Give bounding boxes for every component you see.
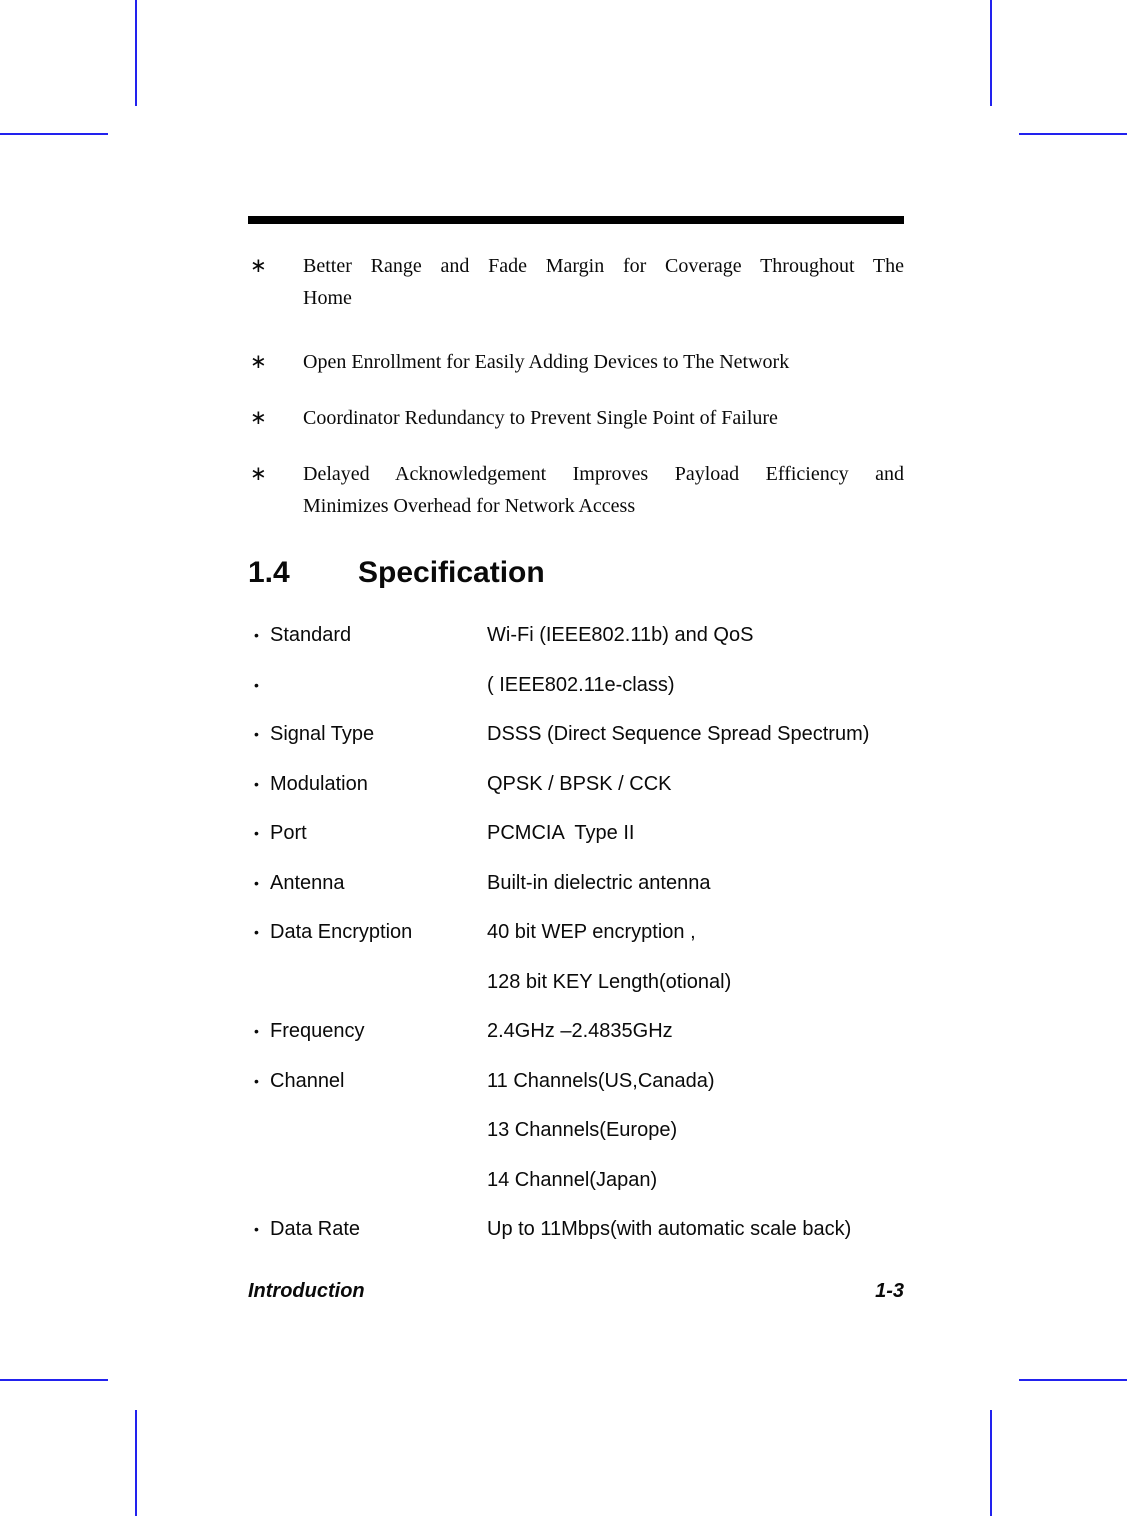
dot-bullet-icon: • xyxy=(254,676,259,693)
feature-text xyxy=(303,402,904,434)
spec-row xyxy=(248,820,908,870)
dot-bullet-icon: • xyxy=(254,1072,259,1089)
spec-row xyxy=(248,721,908,771)
feature-text xyxy=(303,346,904,378)
page-footer xyxy=(248,1278,904,1304)
asterisk-bullet-icon: ∗ xyxy=(250,407,267,429)
spec-row xyxy=(248,672,908,722)
feature-line: Open Enrollment for Easily Adding Devices to The Network xyxy=(303,351,790,373)
asterisk-bullet-icon: ∗ xyxy=(250,255,267,277)
section-divider-rule xyxy=(248,216,904,224)
spec-label: Modulation xyxy=(270,772,368,795)
section-title: Specification xyxy=(358,556,545,589)
spec-label: Signal Type xyxy=(270,723,375,745)
feature-line: Coordinator Redundancy to Prevent Single Point of Failure xyxy=(303,407,778,429)
spec-label: Antenna xyxy=(270,871,345,894)
dot-bullet-icon: • xyxy=(254,1221,259,1237)
spec-label: Data Encryption xyxy=(270,921,413,943)
spec-row xyxy=(248,622,908,672)
feature-text xyxy=(303,458,904,522)
spec-label: Channel xyxy=(270,1069,345,1092)
footer-chapter-label: Introduction xyxy=(248,1280,365,1302)
dot-bullet-icon: • xyxy=(254,726,259,742)
spec-label: Port xyxy=(270,822,307,844)
dot-bullet-icon: • xyxy=(254,874,259,891)
dot-bullet-icon: • xyxy=(254,1023,259,1039)
spec-row xyxy=(248,1216,908,1266)
feature-item xyxy=(248,346,904,378)
spec-value: DSSS (Direct Sequence Spread Spectrum) xyxy=(487,723,870,745)
spec-value: Wi-Fi (IEEE802.11b) and QoS xyxy=(487,624,754,646)
crop-mark-bottom-left-vertical-icon xyxy=(135,1410,137,1516)
asterisk-bullet-icon: ∗ xyxy=(250,351,267,373)
dot-bullet-icon: • xyxy=(254,924,259,940)
spec-row xyxy=(248,1117,908,1167)
crop-mark-top-right-horizontal-icon xyxy=(1019,133,1127,135)
spec-row xyxy=(248,919,908,969)
dot-bullet-icon: • xyxy=(254,627,259,643)
feature-item xyxy=(248,458,904,522)
dot-bullet-icon: • xyxy=(254,825,259,841)
spec-label: Data Rate xyxy=(270,1218,361,1240)
section-heading xyxy=(248,556,904,592)
spec-label: Standard xyxy=(270,624,352,646)
spec-value: 14 Channel(Japan) xyxy=(487,1168,658,1191)
crop-mark-top-left-vertical-icon xyxy=(135,0,137,106)
spec-row xyxy=(248,1018,908,1068)
footer-page-number: 1-3 xyxy=(875,1280,904,1302)
spec-row xyxy=(248,1167,908,1217)
spec-label: Frequency xyxy=(270,1020,365,1042)
spec-value: Built-in dielectric antenna xyxy=(487,871,711,894)
feature-item xyxy=(248,402,904,434)
spec-value: 13 Channels(Europe) xyxy=(487,1119,678,1141)
feature-line: Home xyxy=(303,287,352,309)
section-number: 1.4 xyxy=(248,556,290,589)
crop-mark-bottom-left-horizontal-icon xyxy=(0,1379,108,1381)
spec-value: 2.4GHz –2.4835GHz xyxy=(487,1020,673,1042)
spec-row xyxy=(248,771,908,821)
crop-mark-bottom-right-horizontal-icon xyxy=(1019,1379,1127,1381)
feature-line: Delayed Acknowledgement Improves Payload Efficiency and xyxy=(303,463,904,485)
crop-mark-bottom-right-vertical-icon xyxy=(990,1410,992,1516)
spec-value: 11 Channels(US,Canada) xyxy=(487,1069,715,1092)
spec-value: ( IEEE802.11e-class) xyxy=(487,673,675,696)
crop-mark-top-right-vertical-icon xyxy=(990,0,992,106)
dot-bullet-icon: • xyxy=(254,775,259,792)
spec-value: Up to 11Mbps(with automatic scale back) xyxy=(487,1218,852,1240)
spec-value: 128 bit KEY Length(otional) xyxy=(487,970,732,993)
crop-mark-top-left-horizontal-icon xyxy=(0,133,108,135)
spec-value: QPSK / BPSK / CCK xyxy=(487,772,672,795)
spec-row xyxy=(248,1068,908,1118)
feature-line: Minimizes Overhead for Network Access xyxy=(303,495,636,517)
spec-row xyxy=(248,969,908,1019)
specification-list xyxy=(248,622,908,1266)
feature-text xyxy=(303,250,904,314)
feature-item xyxy=(248,250,904,314)
spec-row xyxy=(248,870,908,920)
spec-value: 40 bit WEP encryption , xyxy=(487,921,696,943)
spec-value: PCMCIA Type II xyxy=(487,822,635,844)
feature-line: Better Range and Fade Margin for Coverage Throughout The xyxy=(303,255,904,277)
asterisk-bullet-icon: ∗ xyxy=(250,463,267,485)
